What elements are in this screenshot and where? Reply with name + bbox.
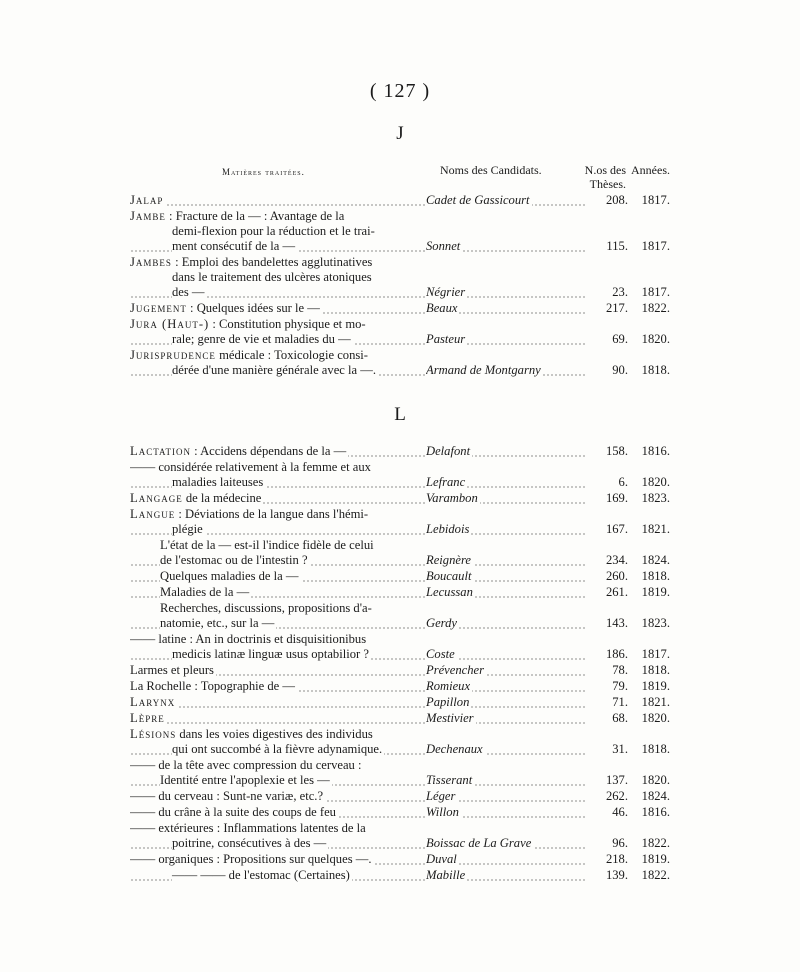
candidate-name-text: Lecussan <box>426 585 473 599</box>
entry-line-text: —— organiques : Propositions sur quelques —. <box>130 852 372 866</box>
candidate-name-text: Beaux <box>426 301 458 315</box>
entry-headword: Jugement <box>130 301 187 315</box>
entry-line <box>130 679 426 694</box>
thesis-year: 1819. <box>641 852 670 866</box>
entry-line <box>130 491 426 506</box>
thesis-number: 139. <box>605 868 628 882</box>
candidate-name <box>426 805 586 820</box>
thesis-year: 1818. <box>641 569 670 583</box>
entry-line-text: Jura (Haut-) : Constitution physique et mo- <box>130 317 366 331</box>
section-letter-j: J <box>396 123 404 144</box>
candidate-name <box>426 852 586 867</box>
candidate-name <box>426 569 586 584</box>
entry-line <box>130 301 426 316</box>
entry-line-text: maladies laiteuses <box>172 475 264 489</box>
candidate-name-text: Armand de Montgarny <box>426 363 541 377</box>
thesis-number: 262. <box>605 789 628 803</box>
candidate-name-text: Boissac de La Grave <box>426 836 532 850</box>
entry-line-text: Recherches, discussions, propositions d'a- <box>160 601 372 615</box>
candidate-name <box>426 475 586 490</box>
index-entry <box>130 538 670 568</box>
entry-line-text: La Rochelle : Topographie de — <box>130 679 296 693</box>
index-entry <box>130 868 670 883</box>
section-letter-l: L <box>394 404 406 425</box>
entry-line-text: Langage de la médecine <box>130 491 262 505</box>
thesis-number: 78. <box>612 663 628 677</box>
entry-headword: Jura (Haut-) <box>130 317 210 331</box>
header-matieres: Matières traitées. <box>222 167 305 177</box>
entry-line-text: Jambe : Fracture de la — : Avantage de la <box>130 209 345 223</box>
candidate-name <box>426 522 586 537</box>
entry-line-text: —— du crâne à la suite des coups de feu <box>130 805 336 819</box>
thesis-year: 1817. <box>641 193 670 207</box>
thesis-year: 1818. <box>641 663 670 677</box>
entry-line <box>130 475 426 490</box>
thesis-number: 218. <box>605 852 628 866</box>
index-entry <box>130 317 670 347</box>
candidate-name-text: Varambon <box>426 491 478 505</box>
entry-line <box>130 193 426 208</box>
entry-line-text <box>130 711 167 725</box>
entry-line-text: Maladies de la — <box>160 585 250 599</box>
entry-line <box>130 317 426 332</box>
candidate-name <box>426 553 586 568</box>
thesis-year: 1818. <box>641 742 670 756</box>
candidate-name <box>426 695 586 710</box>
candidate-name-text: Boucault <box>426 569 472 583</box>
thesis-year: 1817. <box>641 647 670 661</box>
candidate-name <box>426 285 586 300</box>
index-entry <box>130 209 670 254</box>
thesis-number: 137. <box>605 773 628 787</box>
entry-line <box>130 805 426 820</box>
entry-subject <box>130 317 426 347</box>
thesis-number: 68. <box>612 711 628 725</box>
entry-line <box>130 695 426 710</box>
candidate-name-text: Mabille <box>426 868 466 882</box>
index-entry <box>130 585 670 600</box>
entry-headword: Lèpre <box>130 711 165 725</box>
entry-line <box>130 553 426 568</box>
entry-line-text: —— —— de l'estomac (Certaines) <box>172 868 350 882</box>
index-entry <box>130 663 670 678</box>
entry-line-text: de l'estomac ou de l'intestin ? <box>160 553 308 567</box>
entry-subject <box>130 601 426 631</box>
entry-headword: Jalap <box>130 193 164 207</box>
entry-line <box>130 507 426 522</box>
entry-subject <box>130 868 426 883</box>
entry-subject <box>130 538 426 568</box>
index-entry <box>130 507 670 537</box>
candidate-name <box>426 836 586 851</box>
candidate-name <box>426 711 586 726</box>
entry-line-text: rale; genre de vie et maladies du — <box>172 332 351 346</box>
entry-headword: Langue <box>130 507 176 521</box>
thesis-year: 1820. <box>641 711 670 725</box>
thesis-number: 79. <box>612 679 628 693</box>
candidate-name-text: Duval <box>426 852 457 866</box>
entry-line <box>130 332 426 347</box>
entry-line-text: plégie <box>172 522 203 536</box>
thesis-year: 1822. <box>641 836 670 850</box>
candidate-name <box>426 773 586 788</box>
entry-line <box>130 285 426 300</box>
entry-line <box>130 773 426 788</box>
index-entry <box>130 805 670 820</box>
header-numero: N.os des Thèses. <box>584 163 626 191</box>
thesis-year: 1816. <box>641 805 670 819</box>
candidate-name <box>426 444 586 459</box>
thesis-year: 1822. <box>641 868 670 882</box>
entry-headword: Larynx <box>130 695 176 709</box>
thesis-number: 31. <box>612 742 628 756</box>
candidate-name-text: Mestivier <box>426 711 474 725</box>
entry-subject <box>130 758 426 788</box>
entry-line-text: L'état de la — est-il l'indice fidèle de celui <box>160 538 374 552</box>
candidate-name <box>426 301 586 316</box>
thesis-number: 69. <box>612 332 628 346</box>
candidate-name-text: Coste <box>426 647 455 661</box>
index-entry <box>130 444 670 459</box>
entry-line <box>130 632 426 647</box>
entry-headword: Lésions <box>130 727 177 741</box>
entry-line-text: —— de la tête avec compression du cerveau : <box>130 758 362 772</box>
candidate-name-text: Willon <box>426 805 459 819</box>
entry-line <box>130 348 426 363</box>
candidate-name <box>426 363 586 378</box>
candidate-name-text: Delafont <box>426 444 471 458</box>
index-entry <box>130 632 670 662</box>
entry-line <box>130 522 426 537</box>
thesis-number: 208. <box>605 193 628 207</box>
entry-line <box>130 224 426 239</box>
thesis-number: 261. <box>605 585 628 599</box>
candidate-name-text: Léger <box>426 789 456 803</box>
candidate-name <box>426 868 586 883</box>
candidate-name-text: Lefranc <box>426 475 466 489</box>
entry-line-text: dérée d'une manière générale avec la —. <box>172 363 376 377</box>
page-number: ( 127 ) <box>369 80 431 102</box>
entry-subject <box>130 821 426 851</box>
index-entry <box>130 255 670 300</box>
thesis-number: 217. <box>605 301 628 315</box>
thesis-number: 167. <box>605 522 628 536</box>
entry-line-text <box>130 695 177 709</box>
index-entry <box>130 758 670 788</box>
candidate-name <box>426 332 586 347</box>
entry-line-text: qui ont succombé à la fièvre adynamique. <box>172 742 383 756</box>
candidate-name-text: Prévencher <box>426 663 485 677</box>
candidate-name <box>426 663 586 678</box>
entry-subject <box>130 852 426 867</box>
entry-line-text: —— considérée relativement à la femme et aux <box>130 460 371 474</box>
index-entry <box>130 569 670 584</box>
candidate-name-text: Tisserant <box>426 773 473 787</box>
entry-line-text: poitrine, consécutives à des — <box>172 836 327 850</box>
entry-subject <box>130 255 426 300</box>
candidate-name-text: Sonnet <box>426 239 461 253</box>
entry-subject <box>130 632 426 662</box>
thesis-number: 169. <box>605 491 628 505</box>
entry-line-text: natomie, etc., sur la — <box>160 616 275 630</box>
thesis-year: 1823. <box>641 616 670 630</box>
candidate-name <box>426 193 586 208</box>
entry-line <box>130 270 426 285</box>
entry-line-text: des — <box>172 285 205 299</box>
entry-subject <box>130 348 426 378</box>
section-l-entries <box>130 444 670 883</box>
thesis-number: 71. <box>612 695 628 709</box>
entry-subject <box>130 444 426 459</box>
candidate-name <box>426 616 586 631</box>
entry-line-text: —— extérieures : Inflammations latentes de la <box>130 821 366 835</box>
candidate-name-text: Lebidois <box>426 522 470 536</box>
index-entry <box>130 711 670 726</box>
entry-line-text: Lactation : Accidens dépendans de la — <box>130 444 347 458</box>
entry-line <box>130 239 426 254</box>
entry-line <box>130 868 426 883</box>
entry-subject <box>130 585 426 600</box>
entry-line-text <box>130 193 165 207</box>
index-entry <box>130 679 670 694</box>
thesis-year: 1821. <box>641 695 670 709</box>
entry-subject <box>130 209 426 254</box>
thesis-number: 23. <box>612 285 628 299</box>
entry-subject <box>130 491 426 506</box>
candidate-name-text: Romieux <box>426 679 471 693</box>
thesis-year: 1817. <box>641 239 670 253</box>
entry-line <box>130 789 426 804</box>
index-entry <box>130 193 670 208</box>
thesis-year: 1820. <box>641 332 670 346</box>
entry-subject <box>130 805 426 820</box>
candidate-name-text: Papillon <box>426 695 470 709</box>
entry-line-text: demi-flexion pour la réduction et le trai- <box>172 224 375 238</box>
entry-line-text: —— latine : An in doctrinis et disquisitionibus <box>130 632 367 646</box>
entry-line-text: medicis latinæ linguæ usus optabilior ? <box>172 647 369 661</box>
thesis-year: 1823. <box>641 491 670 505</box>
entry-line <box>130 852 426 867</box>
candidate-name <box>426 585 586 600</box>
entry-line <box>130 758 426 773</box>
entry-line-text: dans le traitement des ulcères atoniques <box>172 270 372 284</box>
entry-subject <box>130 301 426 316</box>
entry-line-text: Larmes et pleurs <box>130 663 214 677</box>
entry-headword: Jambes <box>130 255 172 269</box>
entry-subject <box>130 789 426 804</box>
entry-line <box>130 821 426 836</box>
thesis-year: 1824. <box>641 789 670 803</box>
entry-line-text: Jurisprudence médicale : Toxicologie consi- <box>130 348 368 362</box>
entry-line <box>130 647 426 662</box>
entry-line <box>130 711 426 726</box>
entry-line <box>130 585 426 600</box>
entry-line-text: Lésions dans les voies digestives des individus <box>130 727 373 741</box>
thesis-year: 1817. <box>641 285 670 299</box>
entry-subject <box>130 507 426 537</box>
entry-subject <box>130 711 426 726</box>
entry-line-text: Langue : Déviations de la langue dans l'hémi- <box>130 507 369 521</box>
thesis-number: 6. <box>618 475 628 489</box>
thesis-number: 115. <box>606 239 628 253</box>
entry-line <box>130 727 426 742</box>
candidate-name <box>426 742 586 757</box>
entry-line <box>130 255 426 270</box>
index-entry <box>130 695 670 710</box>
candidate-name <box>426 679 586 694</box>
candidate-name-text: Reignère <box>426 553 471 567</box>
header-noms: Noms des Candidats. <box>440 163 542 177</box>
entry-subject <box>130 460 426 490</box>
candidate-name <box>426 647 586 662</box>
thesis-number: 143. <box>605 616 628 630</box>
entry-line <box>130 836 426 851</box>
header-annees: Années. <box>631 163 670 177</box>
candidate-name-text: Pasteur <box>426 332 466 346</box>
entry-headword: Lactation <box>130 444 191 458</box>
index-entry <box>130 601 670 631</box>
entry-headword: Jurisprudence <box>130 348 216 362</box>
entry-line-text: ment consécutif de la — <box>172 239 296 253</box>
index-entry <box>130 491 670 506</box>
entry-subject <box>130 727 426 757</box>
thesis-year: 1819. <box>641 679 670 693</box>
entry-line <box>130 538 426 553</box>
entry-line <box>130 460 426 475</box>
thesis-year: 1824. <box>641 553 670 567</box>
entry-subject <box>130 679 426 694</box>
thesis-number: 46. <box>612 805 628 819</box>
candidate-name <box>426 789 586 804</box>
thesis-number: 260. <box>605 569 628 583</box>
entry-line <box>130 209 426 224</box>
entry-subject <box>130 193 426 208</box>
entry-line <box>130 663 426 678</box>
candidate-name-text: Cadet de Gassicourt <box>426 193 530 207</box>
candidate-name-text: Négrier <box>426 285 466 299</box>
entry-line-text: —— du cerveau : Sunt-ne variæ, etc.? <box>130 789 324 803</box>
entry-line <box>130 363 426 378</box>
entry-subject <box>130 569 426 584</box>
entry-line-text: Jugement : Quelques idées sur le — <box>130 301 320 315</box>
index-entry <box>130 460 670 490</box>
thesis-year: 1820. <box>641 475 670 489</box>
index-entry <box>130 852 670 867</box>
thesis-year: 1819. <box>641 585 670 599</box>
candidate-name-text: Gerdy <box>426 616 458 630</box>
index-entry <box>130 301 670 316</box>
entry-line-text: Jambes : Emploi des bandelettes agglutinatives <box>130 255 373 269</box>
thesis-year: 1822. <box>641 301 670 315</box>
thesis-number: 90. <box>612 363 628 377</box>
entry-subject <box>130 663 426 678</box>
section-j-entries <box>130 193 670 378</box>
entry-line <box>130 569 426 584</box>
thesis-number: 96. <box>612 836 628 850</box>
index-entry <box>130 348 670 378</box>
entry-line <box>130 444 426 459</box>
thesis-number: 158. <box>605 444 628 458</box>
index-entry <box>130 727 670 757</box>
index-entry <box>130 821 670 851</box>
thesis-year: 1820. <box>641 773 670 787</box>
candidate-name-text: Dechenaux <box>426 742 483 756</box>
thesis-year: 1821. <box>641 522 670 536</box>
entry-line-text: Quelques maladies de la — <box>160 569 299 583</box>
entry-subject <box>130 695 426 710</box>
entry-headword: Jambe <box>130 209 166 223</box>
thesis-number: 186. <box>605 647 628 661</box>
thesis-year: 1818. <box>641 363 670 377</box>
entry-line-text: Identité entre l'apoplexie et les — <box>160 773 330 787</box>
entry-line <box>130 616 426 631</box>
thesis-number: 234. <box>605 553 628 567</box>
entry-line <box>130 601 426 616</box>
entry-line <box>130 742 426 757</box>
candidate-name <box>426 239 586 254</box>
index-entry <box>130 789 670 804</box>
thesis-year: 1816. <box>641 444 670 458</box>
entry-headword: Langage <box>130 491 183 505</box>
candidate-name <box>426 491 586 506</box>
